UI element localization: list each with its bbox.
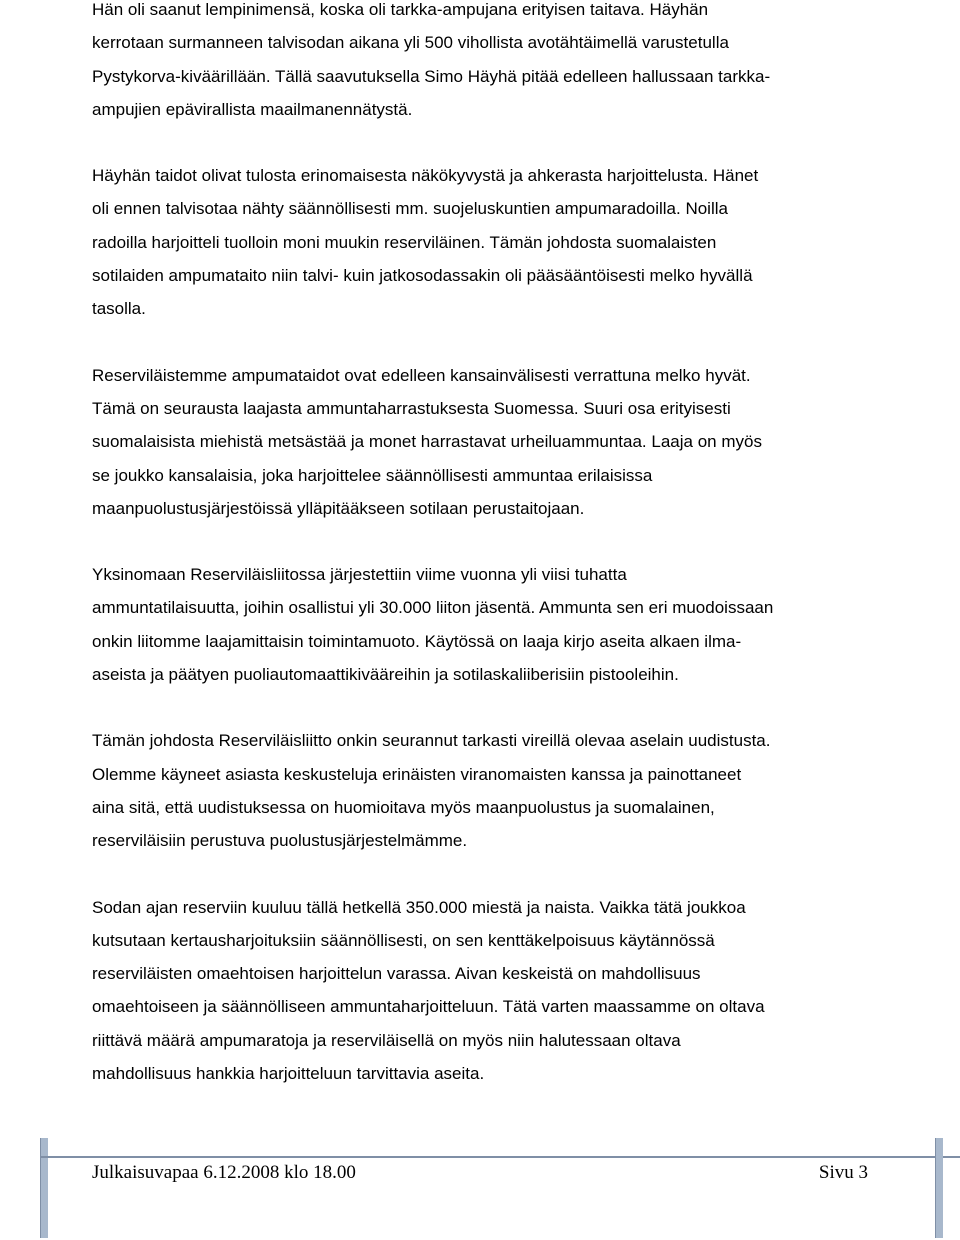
text-line: Hän oli saanut lempinimensä, koska oli tarkka-ampujana erityisen taitava. Häyhän [92,0,709,19]
text-line: Häyhän taidot olivat tulosta erinomaisesta näkökyvystä ja ahkerasta harjoittelusta. Hänet [92,166,759,186]
text-line: Tämän johdosta Reserviläisliitto onkin seurannut tarkasti vireillä olevaa aselain uudistusta. [92,731,771,751]
text-line: tasolla. [92,299,146,319]
text-line: reserviläisten omaehtoisen harjoittelun varassa. Aivan keskeistä on mahdollisuus [92,964,701,984]
footer-left-bar [40,1138,48,1238]
paragraph [92,724,882,857]
text-line: oli ennen talvisotaa nähty säännöllisesti mm. suojeluskuntien ampumaradoilla. Noilla [92,199,728,219]
text-line: mahdollisuus hankkia harjoitteluun tarvittavia aseita. [92,1064,485,1084]
paragraph [92,558,882,691]
text-line: suomalaisista miehistä metsästää ja monet harrastavat urheiluammuntaa. Laaja on myös [92,432,762,452]
text-line: maanpuolustusjärjestöissä ylläpitääkseen sotilaan perustaitojaan. [92,498,585,518]
text-line: Olemme käyneet asiasta keskusteluja erinäisten viranomaisten kanssa ja painottaneet [92,764,742,784]
paragraph [92,159,882,325]
page-footer [0,1130,960,1240]
text-line: kutsutaan kertausharjoituksiin säännöllisesti, on sen kenttäkelpoisuus käytännössä [92,930,715,950]
text-line: aseista ja päätyen puoliautomaattikivääreihin ja sotilaskaliiberisiin pistooleihin. [92,665,679,685]
text-line: ammuntatilaisuutta, joihin osallistui yli 30.000 liiton jäsentä. Ammunta sen eri muodoissaan [92,598,774,618]
text-line: sotilaiden ampumataito niin talvi- kuin jatkosodassakin oli pääsääntöisesti melko hyvällä [92,266,753,286]
text-line: aina sitä, että uudistuksessa on huomioitava myös maanpuolustus ja suomalainen, [92,797,715,817]
body-text [92,0,882,1123]
text-line: se joukko kansalaisia, joka harjoittelee säännöllisesti ammuntaa erilaisissa [92,465,653,485]
text-line: reserviläisiin perustuva puolustusjärjestelmämme. [92,831,468,851]
text-line: ampujien epävirallista maailmanennätystä. [92,99,413,119]
text-line: kerrotaan surmanneen talvisodan aikana yli 500 vihollista avotähtäimellä varustetulla [92,33,729,53]
text-line: Yksinomaan Reserviläisliitossa järjestettiin viime vuonna yli viisi tuhatta [92,565,627,585]
paragraph [92,0,882,126]
paragraph [92,359,882,525]
text-line: Pystykorva-kiväärillään. Tällä saavutuksella Simo Häyhä pitää edelleen hallussaan tarkka- [92,66,771,86]
footer-rule [40,1156,960,1158]
text-line: Sodan ajan reserviin kuuluu tällä hetkellä 350.000 miestä ja naista. Vaikka tätä joukkoa [92,897,746,917]
footer-right-bar [935,1138,943,1238]
text-line: Reserviläistemme ampumataidot ovat edelleen kansainvälisesti verrattuna melko hyvät. [92,365,751,385]
footer-release-note: Julkaisuvapaa 6.12.2008 klo 18.00 [92,1162,356,1183]
footer-page-number: Sivu 3 [818,1162,868,1183]
text-line: onkin liitomme laajamittaisin toimintamuoto. Käytössä on laaja kirjo aseita alkaen ilma- [92,631,742,651]
text-line: riittävä määrä ampumaratoja ja reserviläisellä on myös niin halutessaan oltava [92,1030,681,1050]
text-line: omaehtoiseen ja säännölliseen ammuntaharjoitteluun. Tätä varten maassamme on oltava [92,997,765,1017]
text-line: Tämä on seurausta laajasta ammuntaharrastuksesta Suomessa. Suuri osa erityisesti [92,398,731,418]
text-line: radoilla harjoitteli tuolloin moni muukin reserviläinen. Tämän johdosta suomalaisten [92,232,717,252]
paragraph [92,891,882,1091]
